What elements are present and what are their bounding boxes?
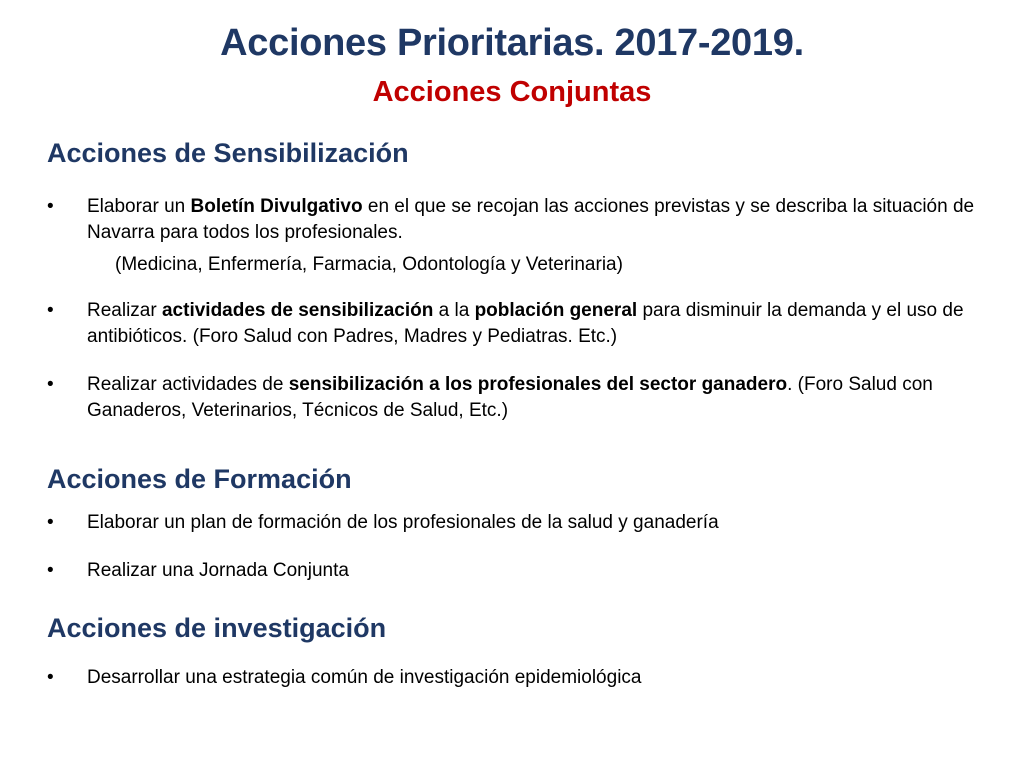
bullet-icon: •: [47, 300, 54, 321]
slide-subtitle: Acciones Conjuntas: [372, 76, 652, 108]
bullet-text: Realizar una Jornada Conjunta: [87, 560, 349, 581]
bullet-icon: •: [47, 374, 54, 395]
list-item: [47, 558, 987, 584]
bullet-icon: •: [47, 560, 54, 581]
bullet-list: [47, 194, 987, 424]
bullet-text: Elaborar un plan de formación de los profesionales de la salud y ganadería: [87, 512, 719, 533]
bullet-list: [47, 665, 987, 691]
bullet-icon: •: [47, 512, 54, 533]
bullet-text: Desarrollar una estrategia común de investigación epidemiológica: [87, 667, 642, 688]
bullet-icon: •: [47, 196, 54, 217]
section-heading: Acciones de Sensibilización: [47, 138, 409, 168]
section-formacion: [47, 462, 987, 606]
bullet-icon: •: [47, 667, 54, 688]
bullet-text: Realizar actividades de sensibilización a la población general para disminuir la demanda y el uso de antibióticos. (Foro Salud con Padres, Madres y Pediatras. Etc.): [87, 300, 964, 347]
list-item: [47, 298, 987, 350]
bullet-text: Realizar actividades de sensibilización a los profesionales del sector ganadero. (Foro Salud con Ganaderos, Veterinarios, Técnicos de Salud, Etc.): [87, 374, 933, 421]
section-heading: Acciones de Formación: [47, 464, 352, 494]
list-item: [47, 510, 987, 536]
bullet-note: (Medicina, Enfermería, Farmacia, Odontología y Veterinaria): [115, 254, 623, 275]
list-item: [47, 194, 987, 246]
bullet-text: Elaborar un Boletín Divulgativo en el que se recojan las acciones previstas y se describa la situación de Navarra para todos los profesionales.: [87, 196, 975, 243]
slide-title: Acciones Prioritarias. 2017-2019.: [220, 22, 804, 64]
section-heading: Acciones de investigación: [47, 613, 387, 643]
list-item: [47, 372, 987, 424]
section-sensibilizacion: [47, 136, 987, 424]
bullet-list: [47, 510, 987, 584]
list-item: [47, 665, 987, 691]
section-investigacion: [47, 611, 987, 691]
